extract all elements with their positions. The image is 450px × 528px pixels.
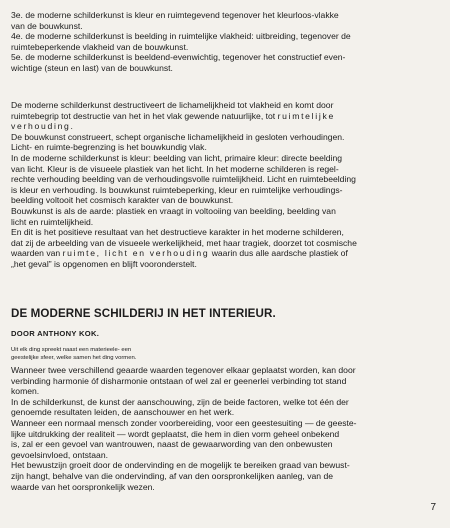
article-title: DE MODERNE SCHILDERIJ IN HET INTERIEUR. xyxy=(11,307,276,320)
page-number: 7 xyxy=(430,502,436,513)
paragraph-4e xyxy=(11,31,439,52)
body-section xyxy=(11,100,439,270)
text-line: van licht. Kleur is de visueele plastiek van het licht. In het moderne schilderen is regel- xyxy=(11,163,339,174)
paragraph-3e xyxy=(11,10,439,31)
article-header xyxy=(11,307,439,362)
text-line: 4e. de moderne schilderkunst is beelding in ruimtelijke vlakheid: uitbreiding, tegenover de xyxy=(11,31,351,42)
text-line: wichtige (steun en last) van de bouwkunst. xyxy=(11,62,173,73)
text-line: zijn hangt, behalve van die ondervinding, af van den oorspronkelijken aanleg, van de xyxy=(11,470,334,481)
paragraph-5e xyxy=(11,52,439,73)
text-line: lijke uitdrukking der realiteit — wordt geplaatst, die hem in dien vorm geheel onbekend xyxy=(11,428,340,439)
text-line: beelding voltooit het cosmisch karakter van de bouwkunst. xyxy=(11,195,234,206)
text-line: genoemde resultaten leiden, de aanschouwer en het werk. xyxy=(11,407,235,418)
text-fragment: waarin dus alle aardsche plastiek of xyxy=(209,248,348,259)
lead-line: geestelijke sfeer, welke samen het ding vormen. xyxy=(11,354,137,361)
text-line: 3e. de moderne schilderkunst is kleur en ruimtegevend tegenover het kleurloos-vlakke xyxy=(11,10,339,20)
text-line xyxy=(11,248,439,259)
text-line: En dit is het positieve resultaat van het destructieve karakter in het moderne schilderen, xyxy=(11,227,344,238)
text-line xyxy=(11,111,439,122)
text-line: komen. xyxy=(11,386,40,397)
text-line: Wanneer een normaal mensch zonder voorbereiding, voor een geestesuiting — de geeste- xyxy=(11,417,357,428)
text-line: verbinding harmonie óf disharmonie ontstaan of wel zal er geenerlei verbinding tot stand xyxy=(11,375,347,386)
text-line: Licht- en ruimte-begrenzing is het bouwkundig vlak. xyxy=(11,142,207,153)
text-fragment: waarden van xyxy=(11,248,63,259)
emphasis-line: verhouding. xyxy=(11,121,75,132)
text-line: is, zal er een gevoel van wantrouwen, naast de gewaarwording van den onbewusten xyxy=(11,439,333,450)
text-line: Bouwkunst is als de aarde: plastiek en vraagt in voltooiing van beelding, beelding van xyxy=(11,205,336,216)
text-line: In de schilderkunst, de kunst der aanschouwing, zijn de beide factoren, welke tot één der xyxy=(11,396,349,407)
text-line: De bouwkunst construeert, schept organische lichamelijkheid in gesloten verhoudingen. xyxy=(11,131,345,142)
text-fragment: ruimtebegrip tot destructie van het in het vlak gewende natuurlijke, tot xyxy=(11,110,278,121)
article-lead xyxy=(11,347,439,362)
text-line: 5e. de moderne schilderkunst is beeldend-evenwichtig, tegenover het constructief even- xyxy=(11,52,346,63)
text-line: De moderne schilderkunst destructiveert de lichamelijkheid tot vlakheid en komt door xyxy=(11,100,334,110)
text-line: is kleur en verhouding. Is bouwkunst ruimtebeperking, kleur en ruimtelijke verhoudings- xyxy=(11,184,343,195)
text-line: waarde van het oorspronkelijk wezen. xyxy=(11,481,155,492)
text-line: „het geval” is opgenomen en blijft vooronderstelt. xyxy=(11,258,197,269)
paragraph-destruction xyxy=(11,100,439,270)
emphasis-text: ruimtelijke xyxy=(277,110,335,121)
emphasis-text: ruimte, licht en verhouding xyxy=(62,248,210,259)
text-line: licht en ruimtelijkheid. xyxy=(11,216,94,227)
text-line: gevoelsinvloed, ontstaan. xyxy=(11,449,108,460)
text-line: Wanneer twee verschillend geaarde waarden tegenover elkaar geplaatst worden, kan door xyxy=(11,365,356,375)
article-body xyxy=(11,365,439,492)
article-byline: DOOR ANTHONY KOK. xyxy=(11,329,100,338)
text-line: dat zij de arbeelding van de visueele werkelijkheid, met haar tragiek, doorzet tot cosmische xyxy=(11,237,357,248)
numbered-points xyxy=(11,10,439,74)
text-line: ruimtebeperkende vlakheid van de bouwkunst. xyxy=(11,41,189,52)
text-line: In de moderne schilderkunst is kleur: beelding van licht, primaire kleur: directe beelding xyxy=(11,152,343,163)
text-line: Het bewustzijn groeit door de ondervinding en de mogelijk te bereiken graad van bewust- xyxy=(11,460,350,471)
lead-line: Uit elk ding spreekt naast een materieele- een xyxy=(11,347,132,353)
text-line: rechte verhouding beelding van de verhoudingsvolle ruimtelijkheid. Licht en ruimtebeelding xyxy=(11,174,356,185)
article-paragraph xyxy=(11,365,439,492)
text-line: van de bouwkunst. xyxy=(11,20,83,31)
